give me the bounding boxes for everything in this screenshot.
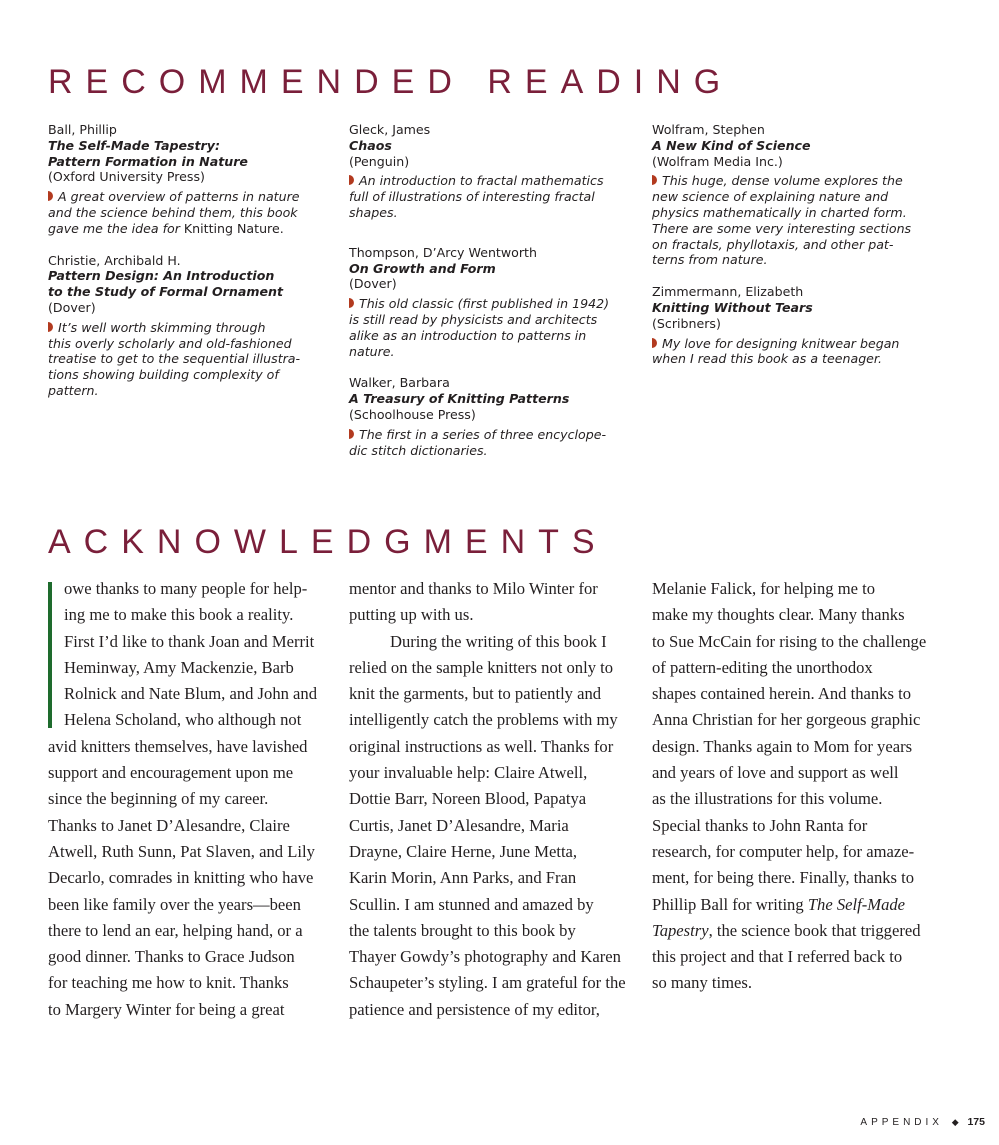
entry-publisher: (Schoolhouse Press) — [349, 406, 476, 422]
entry-note: An introduction to fractal mathematics full of illustrations of interesting fractal shapes. — [349, 173, 604, 220]
entry-title: A New Kind of Science — [652, 137, 811, 153]
entry-title: On Growth and Form — [349, 260, 496, 276]
text-line: avid knitters themselves, have lavished — [48, 736, 308, 756]
text-line: relied on the sample knitters not only to — [349, 657, 614, 677]
text-line: there to lend an ear, helping hand, or a — [48, 920, 303, 940]
text-line: Helena Scholand, who although not — [64, 710, 302, 730]
text-line: intelligently catch the problems with my — [349, 710, 618, 730]
text-line: mentor and thanks to Milo Winter for — [349, 579, 598, 598]
text-line: of pattern-editing the unorthodox — [652, 657, 873, 677]
entry-title: The Self-Made Tapestry: — [48, 137, 220, 153]
acknowledgments-column-3 — [652, 576, 942, 997]
acknowledgments-heading: ACKNOWLEDGMENTS — [48, 523, 608, 561]
text-line: design. Thanks again to Mom for years — [652, 736, 913, 756]
bullet-marker-icon — [48, 191, 53, 201]
text-line: Dottie Barr, Noreen Blood, Papatya — [349, 789, 587, 809]
entry-note: This old classic (first published in 1942) is still read by physicists and architects alike as an introduction to patterns in nature. — [349, 296, 610, 359]
entry-publisher: (Wolfram Media Inc.) — [652, 153, 783, 169]
text-line: Anna Christian for her gorgeous graphic — [652, 710, 921, 730]
entry-note: This huge, dense volume explores the new science of explaining nature and physics mathematically in charted form. There are some very interesting sections on fractals, phyllotaxis, and other pat- terns from nature. — [652, 173, 912, 268]
acknowledgments-column-1 — [48, 576, 338, 1023]
text-line: Atwell, Ruth Sunn, Pat Slaven, and Lily — [48, 841, 315, 861]
entry-title: A Treasury of Knitting Patterns — [349, 391, 570, 407]
reading-entry-ball — [48, 122, 330, 237]
text-line: and years of love and support as well — [652, 763, 899, 783]
text-line: During the writing of this book I — [390, 631, 607, 651]
text-line: since the beginning of my career. — [48, 789, 269, 809]
text-line: shapes contained herein. And thanks to — [652, 684, 911, 704]
entry-publisher: (Oxford University Press) — [48, 169, 205, 185]
entry-author: Ball, Phillip — [48, 122, 117, 137]
reading-column-2 — [349, 122, 631, 474]
book-title-mention: The Self-Made — [807, 894, 906, 914]
text-line: knit the garments, but to patiently and — [349, 684, 602, 704]
reading-entry-walker — [349, 375, 631, 458]
bullet-marker-icon — [349, 298, 354, 308]
text-line: Tapestry, the science book that triggered — [652, 920, 921, 940]
text-line: this project and that I referred back to — [652, 947, 903, 967]
text-line: ing me to make this book a reality. — [64, 605, 294, 625]
text-line: owe thanks to many people for help- — [64, 579, 308, 598]
text-line: good dinner. Thanks to Grace Judson — [48, 947, 295, 967]
entry-note: The first in a series of three encyclope- dic stitch dictionaries. — [349, 426, 607, 458]
reading-column-3 — [652, 122, 934, 383]
entry-title: to the Study of Formal Ornament — [48, 284, 283, 300]
reading-entry-zimmermann — [652, 284, 934, 367]
bullet-marker-icon — [349, 429, 354, 439]
text-line: ment, for being there. Finally, thanks to — [652, 868, 915, 888]
text-line: research, for computer help, for amaze- — [652, 841, 915, 861]
entry-publisher: (Penguin) — [349, 153, 410, 169]
text-line: Melanie Falick, for helping me to — [652, 579, 876, 598]
text-line: as the illustrations for this volume. — [652, 789, 883, 809]
text-line: Karin Morin, Ann Parks, and Fran — [349, 868, 577, 888]
text-line: Thanks to Janet D’Alesandre, Claire — [48, 815, 290, 835]
text-line: support and encouragement upon me — [48, 763, 294, 783]
reading-entry-thompson — [349, 245, 631, 360]
entry-title: Chaos — [349, 137, 392, 153]
text-line: the talents brought to this book by — [349, 920, 576, 940]
entry-note: It’s well worth skimming through this overly scholarly and old-fashioned treatise to get to the sequential illustra- tions showing building complexity of pattern. — [48, 319, 301, 398]
entry-note: My love for designing knitwear began when I read this book as a teenager. — [652, 335, 900, 367]
text-line: Special thanks to John Ranta for — [652, 815, 868, 835]
text-line: so many times. — [652, 973, 753, 993]
book-title-mention: Knitting Nature. — [183, 220, 284, 236]
text-line: Heminway, Amy Mackenzie, Barb — [64, 657, 294, 677]
entry-title: Pattern Design: An Introduction — [48, 268, 275, 284]
reading-entry-christie — [48, 253, 330, 399]
entry-author: Walker, Barbara — [349, 375, 450, 391]
text-line: to Margery Winter for being a great — [48, 999, 285, 1019]
text-line: patience and persistence of my editor, — [349, 999, 600, 1019]
bullet-marker-icon — [349, 175, 354, 185]
entry-publisher: (Dover) — [349, 276, 397, 292]
entry-note: A great overview of patterns in nature and the science behind them, this book gave me the idea for Knitting Nature. — [48, 189, 300, 236]
entry-title: Knitting Without Tears — [652, 299, 813, 315]
entry-publisher: (Scribners) — [652, 315, 721, 331]
text-line: Scullin. I am stunned and amazed by — [349, 894, 594, 914]
entry-author: Thompson, D’Arcy Wentworth — [349, 244, 537, 260]
section-label: APPENDIX — [860, 1117, 943, 1128]
text-line: putting up with us. — [349, 605, 474, 625]
entry-publisher: (Dover) — [48, 299, 96, 315]
recommended-reading-heading: RECOMMENDED READING — [48, 63, 734, 101]
text-line: your invaluable help: Claire Atwell, — [349, 763, 588, 783]
text-line: First I’d like to thank Joan and Merrit — [64, 631, 315, 651]
text-line: original instructions as well. Thanks for — [349, 736, 614, 756]
entry-author: Gleck, James — [349, 122, 431, 137]
book-title-mention: Tapestry — [652, 920, 709, 940]
bullet-marker-icon — [652, 175, 657, 185]
bullet-marker-icon — [652, 338, 657, 348]
page-footer — [860, 1116, 985, 1128]
diamond-icon: ◆ — [951, 1117, 959, 1127]
text-line: Thayer Gowdy’s photography and Karen — [349, 947, 621, 967]
drop-bar-ornament — [48, 582, 52, 728]
text-line: Curtis, Janet D’Alesandre, Maria — [349, 815, 569, 835]
text-line: Schaupeter’s styling. I am grateful for the — [349, 973, 626, 993]
text-line: make my thoughts clear. Many thanks — [652, 605, 905, 625]
entry-author: Wolfram, Stephen — [652, 122, 765, 137]
text-line: Phillip Ball for writing The Self-Made — [652, 894, 906, 914]
entry-title: Pattern Formation in Nature — [48, 153, 248, 169]
text-line: been like family over the years—been — [48, 894, 301, 914]
entry-author: Christie, Archibald H. — [48, 252, 181, 268]
reading-entry-gleck — [349, 122, 631, 221]
text-line: Decarlo, comrades in knitting who have — [48, 868, 314, 888]
entry-author: Zimmermann, Elizabeth — [652, 284, 804, 300]
acknowledgments-column-2 — [349, 576, 639, 1023]
reading-column-1 — [48, 122, 330, 415]
text-line: Drayne, Claire Herne, June Metta, — [349, 841, 578, 861]
bullet-marker-icon — [48, 322, 53, 332]
reading-entry-wolfram — [652, 122, 934, 268]
page-number: 175 — [967, 1116, 985, 1128]
text-line: for teaching me how to knit. Thanks — [48, 973, 289, 993]
text-line: Rolnick and Nate Blum, and John and — [64, 684, 318, 704]
text-line: to Sue McCain for rising to the challenge — [652, 631, 927, 651]
